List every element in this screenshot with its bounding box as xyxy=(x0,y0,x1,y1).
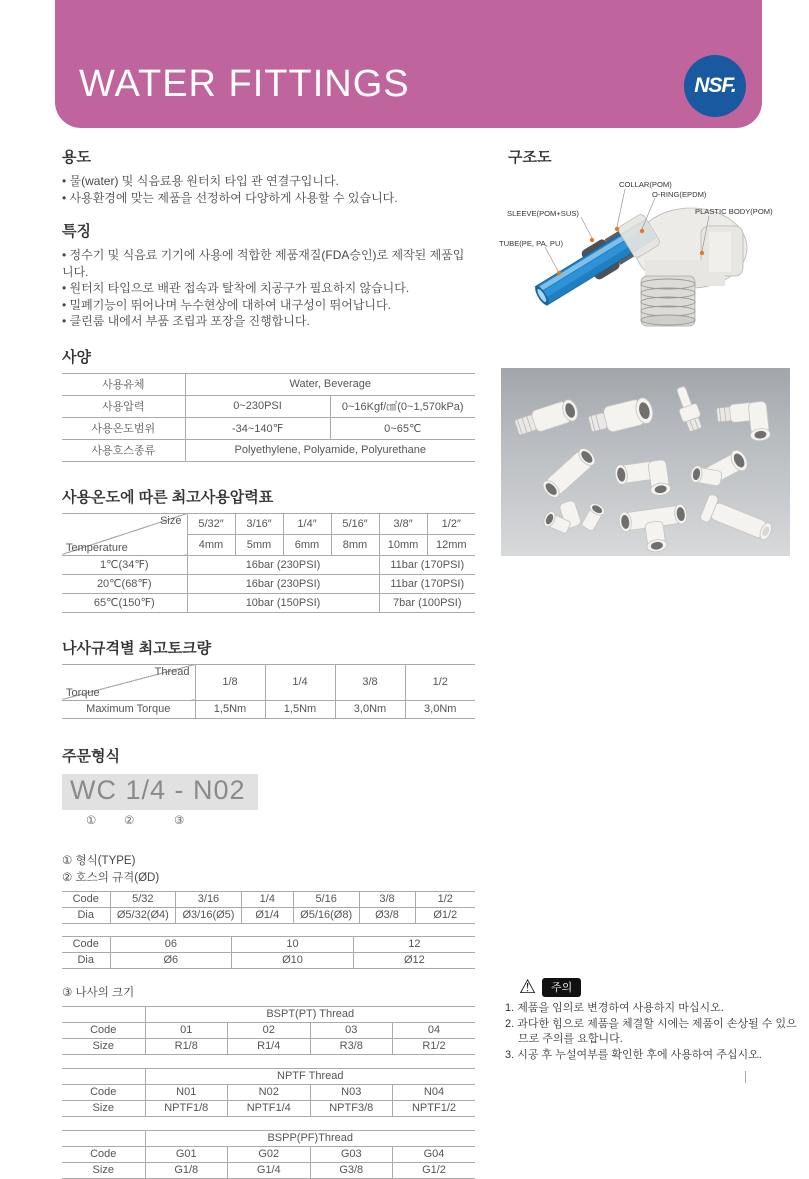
table-cell: NPTF1/8 xyxy=(145,1100,228,1116)
corner-label-thread: Thread xyxy=(154,665,190,678)
table-cell: 3/8 xyxy=(335,664,405,700)
table-cell: 1,5Nm xyxy=(265,700,335,718)
table-cell: Ø12 xyxy=(353,952,475,968)
page-crop-mark xyxy=(745,1071,746,1083)
table-cell: 사용유체 xyxy=(62,373,185,395)
table-cell: BSPP(PF)Thread xyxy=(145,1130,475,1146)
table-cell: -34~140℉ xyxy=(185,417,330,439)
table-cell: N02 xyxy=(228,1084,311,1100)
nsf-logo-text: NSF. xyxy=(694,74,736,97)
marker-dot xyxy=(615,227,619,231)
marker-dot xyxy=(557,271,561,275)
table-cell xyxy=(62,1130,145,1146)
table-cell: Water, Beverage xyxy=(185,373,475,395)
table-cell: Ø1/4 xyxy=(241,907,293,923)
table-cell: 06 xyxy=(110,936,232,952)
table-cell: 1,5Nm xyxy=(195,700,265,718)
bullet-item: • 원터치 타입으로 배관 접속과 탈착에 치공구가 필요하지 않습니다. xyxy=(62,281,410,295)
table-cell: 사용압력 xyxy=(62,395,185,417)
table-cell: 12 xyxy=(353,936,475,952)
table-cell: 8mm xyxy=(331,534,379,555)
order-code: WC 1/4 - N02 xyxy=(62,774,258,810)
caution-item: 2. 과다한 힘으로 제품을 체결할 시에는 제품이 손상될 수 있으므로 주의를 요합니다. xyxy=(505,1018,797,1045)
caution-items xyxy=(505,1001,805,1063)
table-cell: Ø6 xyxy=(110,952,232,968)
table-cell: NPTF Thread xyxy=(145,1068,475,1084)
table-cell: 12mm xyxy=(427,534,475,555)
structure-heading: 구조도 xyxy=(508,149,552,166)
caution-item: 1. 제품을 임의로 변경하여 사용하지 마십시오. xyxy=(505,1002,724,1014)
table-cell: Code xyxy=(62,1084,145,1100)
table-cell: 1/2″ xyxy=(427,513,475,534)
bullet-item: • 밀폐기능이 뛰어나며 누수현상에 대하여 내구성이 뛰어납니다. xyxy=(62,297,391,312)
table-cell: 사용온도범위 xyxy=(62,417,185,439)
torque-heading: 나사규격별 최고토크량 xyxy=(62,639,212,657)
table-cell: G1/8 xyxy=(145,1162,228,1178)
table-cell: 3/16″ xyxy=(235,513,283,534)
bspt-thread-table xyxy=(62,1006,475,1055)
corner-label-size: Size xyxy=(160,514,182,527)
table-cell: Code xyxy=(62,1146,145,1162)
legend-thread: ③ 나사의 크기 xyxy=(62,986,135,999)
table-cell: G1/4 xyxy=(228,1162,311,1178)
table-cell: Size xyxy=(62,1162,145,1178)
table-cell: 1/2 xyxy=(415,891,475,907)
table-cell: 02 xyxy=(228,1022,311,1038)
table-cell: 5/32″ xyxy=(187,513,235,534)
table-cell: 10mm xyxy=(379,534,427,555)
table-cell: 6mm xyxy=(283,534,331,555)
table-cell: 04 xyxy=(393,1022,476,1038)
table-cell: Ø1/2 xyxy=(415,907,475,923)
table-cell: 5/32 xyxy=(110,891,176,907)
table-cell: Size xyxy=(62,1100,145,1116)
table-cell: Ø3/8 xyxy=(359,907,415,923)
fitting-body-illustration xyxy=(635,208,747,326)
table-cell: 1/4 xyxy=(265,664,335,700)
table-cell: N01 xyxy=(145,1084,228,1100)
features-bullets xyxy=(62,247,475,330)
label-oring: O-RING(EPDM) xyxy=(652,190,707,199)
order-heading: 주문형식 xyxy=(62,747,120,765)
table-cell: 0~65℃ xyxy=(330,417,475,439)
table-cell: 1/8 xyxy=(195,664,265,700)
table-cell: 5mm xyxy=(235,534,283,555)
product-photo xyxy=(501,368,790,556)
table-cell: 16bar (230PSI) xyxy=(187,555,379,574)
hose-code-table-b xyxy=(62,936,475,969)
table-cell: NPTF1/2 xyxy=(393,1100,476,1116)
table-cell: Size xyxy=(62,1038,145,1054)
marker-dot xyxy=(590,238,594,242)
marker-dot xyxy=(640,229,644,233)
table-cell: NPTF3/8 xyxy=(310,1100,393,1116)
corner-label-torque: Torque xyxy=(66,686,100,699)
leader-line xyxy=(545,247,558,271)
table-cell: R3/8 xyxy=(310,1038,393,1054)
legend-hose: ② 호스의 규격(ØD) xyxy=(62,871,160,884)
marker-3: ③ xyxy=(174,814,185,827)
leader-line xyxy=(617,189,625,227)
table-cell: 20℃(68℉) xyxy=(62,574,187,593)
table-cell: N04 xyxy=(393,1084,476,1100)
bullet-item: • 정수기 및 식음료 기기에 사용에 적합한 제품재질(FDA승인)로 제작된 제품입니다. xyxy=(62,248,465,279)
label-sleeve: SLEEVE(POM+SUS) xyxy=(507,209,579,218)
table-cell: 3,0Nm xyxy=(335,700,405,718)
caution-header xyxy=(519,978,805,997)
fittings-illustration xyxy=(501,368,790,556)
table-cell: N03 xyxy=(310,1084,393,1100)
bullet-item: • 물(water) 및 식음료용 원터치 타입 관 연결구입니다. xyxy=(62,174,339,188)
table-cell: G1/2 xyxy=(393,1162,476,1178)
table-cell: 1℃(34℉) xyxy=(62,555,187,574)
page-title: WATER FITTINGS xyxy=(79,63,410,105)
caution-item: 3. 시공 후 누설여부를 확인한 후에 사용하여 주십시오. xyxy=(505,1049,762,1061)
table-cell: G03 xyxy=(310,1146,393,1162)
marker-1: ① xyxy=(86,814,97,827)
bullet-item: • 사용환경에 맞는 제품을 선정하여 다양하게 사용할 수 있습니다. xyxy=(62,190,398,205)
table-cell: NPTF1/4 xyxy=(228,1100,311,1116)
leader-line xyxy=(581,217,592,238)
table-cell: 11bar (170PSI) xyxy=(379,574,475,593)
caution-section xyxy=(505,978,805,1063)
table-cell: 11bar (170PSI) xyxy=(379,555,475,574)
table-cell: G04 xyxy=(393,1146,476,1162)
table-cell: 사용호스종류 xyxy=(62,439,185,461)
table-cell: Dia xyxy=(62,907,110,923)
table-cell: 5/16 xyxy=(293,891,359,907)
spec-heading: 사양 xyxy=(62,348,91,366)
table-cell: 1/2 xyxy=(405,664,475,700)
spec-table xyxy=(62,373,475,462)
usage-bullets xyxy=(62,173,475,206)
label-collar: COLLAR(POM) xyxy=(619,180,672,189)
marker-2: ② xyxy=(124,814,135,827)
header-banner xyxy=(55,0,762,128)
table-cell xyxy=(62,1006,145,1022)
table-cell: Ø3/16(Ø5) xyxy=(176,907,242,923)
table-cell: Ø10 xyxy=(232,952,354,968)
order-markers xyxy=(62,813,475,829)
table-cell: Code xyxy=(62,891,110,907)
table-cell: 3,0Nm xyxy=(405,700,475,718)
label-tube: TUBE(PE, PA, PU) xyxy=(499,239,563,248)
main-content xyxy=(62,146,475,1179)
diagonal-header-cell xyxy=(62,513,187,555)
table-cell: 7bar (100PSI) xyxy=(379,593,475,612)
table-cell: 01 xyxy=(145,1022,228,1038)
pressure-table xyxy=(62,513,475,613)
table-cell: 1/4 xyxy=(241,891,293,907)
label-body: PLASTIC BODY(POM) xyxy=(695,207,773,216)
table-cell: 10bar (150PSI) xyxy=(187,593,379,612)
caution-badge: 주의 xyxy=(542,978,581,997)
table-cell: 3/8 xyxy=(359,891,415,907)
corner-label-temperature: Temperature xyxy=(66,541,128,554)
nptf-thread-table xyxy=(62,1068,475,1117)
table-cell: G02 xyxy=(228,1146,311,1162)
table-cell: Ø5/16(Ø8) xyxy=(293,907,359,923)
nsf-logo-icon xyxy=(684,55,746,117)
table-cell: G3/8 xyxy=(310,1162,393,1178)
table-cell: Ø5/32(Ø4) xyxy=(110,907,176,923)
hose-code-table-a xyxy=(62,891,475,924)
table-cell: 03 xyxy=(310,1022,393,1038)
table-cell xyxy=(62,1068,145,1084)
table-cell: 5/16″ xyxy=(331,513,379,534)
diagonal-header-cell xyxy=(62,664,195,700)
pressure-heading: 사용온도에 따른 최고사용압력표 xyxy=(62,488,274,506)
torque-table xyxy=(62,664,475,719)
table-cell: 4mm xyxy=(187,534,235,555)
table-cell: Dia xyxy=(62,952,110,968)
table-cell: Code xyxy=(62,936,110,952)
structure-diagram xyxy=(495,168,795,338)
table-cell: Maximum Torque xyxy=(62,700,195,718)
table-cell: Polyethylene, Polyamide, Polyurethane xyxy=(185,439,475,461)
table-cell: 3/8″ xyxy=(379,513,427,534)
table-cell: 65℃(150℉) xyxy=(62,593,187,612)
legend-type: ① 형식(TYPE) xyxy=(62,854,136,867)
bspp-thread-table xyxy=(62,1130,475,1179)
table-cell: R1/2 xyxy=(393,1038,476,1054)
table-cell: 0~16Kgf/㎠(0~1,570kPa) xyxy=(330,395,475,417)
table-cell: 16bar (230PSI) xyxy=(187,574,379,593)
table-cell: BSPT(PT) Thread xyxy=(145,1006,475,1022)
table-cell: 10 xyxy=(232,936,354,952)
usage-heading: 용도 xyxy=(62,149,91,166)
table-cell: 1/4″ xyxy=(283,513,331,534)
warning-icon: ⚠ xyxy=(519,977,537,998)
table-cell: G01 xyxy=(145,1146,228,1162)
table-cell: R1/4 xyxy=(228,1038,311,1054)
table-cell: 0~230PSI xyxy=(185,395,330,417)
marker-dot xyxy=(700,251,704,255)
features-heading: 특징 xyxy=(62,223,91,240)
table-cell: 3/16 xyxy=(176,891,242,907)
table-cell: R1/8 xyxy=(145,1038,228,1054)
table-cell: Code xyxy=(62,1022,145,1038)
bullet-item: • 클린룸 내에서 부품 조립과 포장을 진행합니다. xyxy=(62,314,310,328)
